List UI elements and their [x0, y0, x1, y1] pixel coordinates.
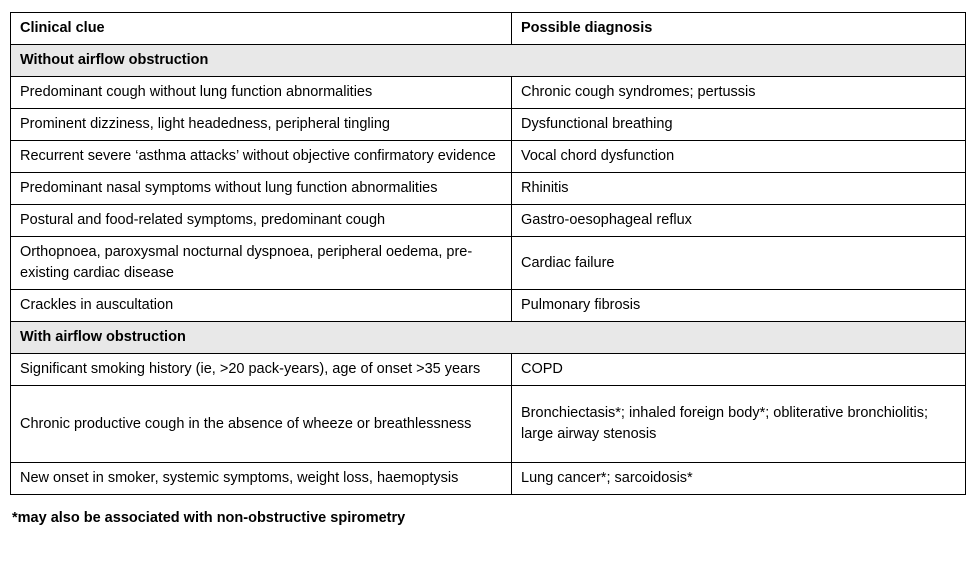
table-footnote: *may also be associated with non-obstructive spirometry	[12, 510, 406, 527]
table-row	[11, 386, 966, 463]
clinical-clue-cell: Prominent dizziness, light headedness, peripheral tingling	[11, 109, 512, 141]
column-header-possible-diagnosis: Possible diagnosis	[512, 13, 966, 45]
clinical-clue-cell: Postural and food-related symptoms, predominant cough	[11, 205, 512, 237]
table-row	[11, 205, 966, 237]
diagnosis-cell: Chronic cough syndromes; pertussis	[512, 77, 966, 109]
clinical-clue-cell: Crackles in auscultation	[11, 290, 512, 322]
clinical-clue-cell: New onset in smoker, systemic symptoms, weight loss, haemoptysis	[11, 463, 512, 495]
table-row	[11, 290, 966, 322]
section-title: With airflow obstruction	[11, 322, 966, 354]
table-row	[11, 463, 966, 495]
clinical-clue-cell: Recurrent severe ‘asthma attacks’ without objective confirmatory evidence	[11, 141, 512, 173]
clinical-clue-cell: Predominant nasal symptoms without lung function abnormalities	[11, 173, 512, 205]
diagnosis-cell: Cardiac failure	[512, 237, 966, 290]
diagnosis-cell: Dysfunctional breathing	[512, 109, 966, 141]
diagnosis-cell: Bronchiectasis*; inhaled foreign body*; obliterative bronchiolitis; large airway stenosis	[512, 386, 966, 463]
table-row	[11, 77, 966, 109]
table-row	[11, 354, 966, 386]
column-header-clinical-clue: Clinical clue	[11, 13, 512, 45]
clinical-clue-cell: Orthopnoea, paroxysmal nocturnal dyspnoea, peripheral oedema, pre-existing cardiac disease	[11, 237, 512, 290]
diagnosis-table	[10, 12, 966, 495]
clinical-clue-cell: Significant smoking history (ie, >20 pack-years), age of onset >35 years	[11, 354, 512, 386]
section-header-without-obstruction	[11, 45, 966, 77]
table-row	[11, 173, 966, 205]
diagnosis-cell: Gastro-oesophageal reflux	[512, 205, 966, 237]
table-header-row	[11, 13, 966, 45]
section-title: Without airflow obstruction	[11, 45, 966, 77]
diagnosis-cell: Pulmonary fibrosis	[512, 290, 966, 322]
clinical-clue-cell: Predominant cough without lung function abnormalities	[11, 77, 512, 109]
diagnosis-cell: COPD	[512, 354, 966, 386]
table-row	[11, 109, 966, 141]
table-row	[11, 141, 966, 173]
clinical-clue-cell: Chronic productive cough in the absence of wheeze or breathlessness	[11, 386, 512, 463]
section-header-with-obstruction	[11, 322, 966, 354]
diagnosis-cell: Lung cancer*; sarcoidosis*	[512, 463, 966, 495]
diagnosis-cell: Rhinitis	[512, 173, 966, 205]
diagnosis-cell: Vocal chord dysfunction	[512, 141, 966, 173]
table-row	[11, 237, 966, 290]
